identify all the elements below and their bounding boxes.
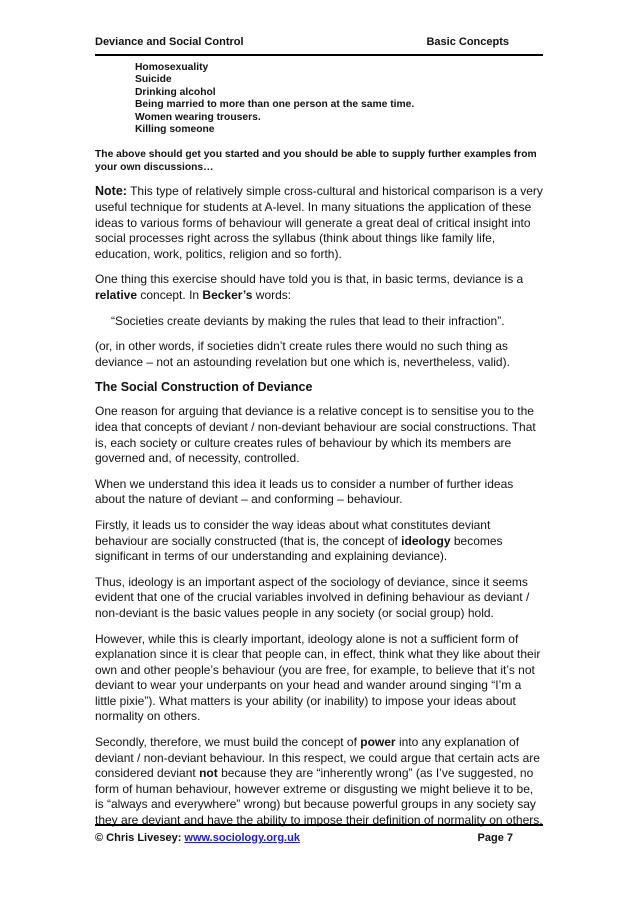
- bold-term: Becker’s: [202, 288, 253, 302]
- examples-list: [135, 62, 543, 136]
- text-run: into any explanation of deviant / non-deviant behaviour. In this respect, we could argue that certain acts are considered deviant: [95, 735, 540, 781]
- copyright-text: © Chris Livesey:: [95, 832, 185, 844]
- text-run: concept. In: [137, 288, 203, 302]
- becker-quote: “Societies create deviants by making the rules that lead to their infraction”.: [111, 313, 505, 328]
- note-paragraph: [95, 184, 543, 262]
- page-header: [95, 36, 543, 56]
- header-section: Basic Concepts: [426, 36, 509, 48]
- bold-term: power: [360, 735, 396, 750]
- section-heading: The Social Construction of Deviance: [95, 380, 313, 395]
- list-item: Women wearing trousers.: [135, 111, 261, 123]
- header-title: Deviance and Social Control: [95, 36, 244, 48]
- examples-summary: The above should get you started and you should be able to supply further examples from your own discussions…: [95, 149, 537, 174]
- however-paragraph: However, while this is clearly important, ideology alone is not a sufficient form of explanation since it is clear that people can, in effect, think what they like about their own and other people’s behaviour (you are free, for example, to believe that it’s not deviant to wear your underpants on your head and wander around singing “I’m a little pixie”). What matters is your ability (or inability) to impose your ideas about normality on others.: [95, 631, 541, 724]
- becker-paragraph: [95, 272, 543, 303]
- thus-paragraph: Thus, ideology is an important aspect of the sociology of deviance, since it seems evident that one of the crucial variables involved in defining behaviour as deviant / non-deviant is the basic values people in any society (or social group) hold.: [95, 574, 530, 620]
- page-number: Page 7: [477, 832, 513, 844]
- text-run: Secondly, therefore, we must build the concept of: [95, 735, 361, 750]
- secondly-paragraph: [95, 735, 543, 829]
- bold-term: ideology: [401, 533, 451, 548]
- text-run: becomes significant in terms of our understanding and explaining deviance).: [95, 533, 503, 564]
- reason-paragraph: One reason for arguing that deviance is a relative concept is to sensitise you to the idea that concepts of deviant / non-deviant behaviour are social constructions. That is, each society or culture creates rules of behaviour by which its members are governed and, of necessity, controlled.: [95, 404, 536, 466]
- text-run: One thing this exercise should have told you is that, in basic terms, deviance is a: [95, 272, 524, 287]
- text-run: because they are “inherently wrong” (as I’ve suggested, no form of human behaviour, however extreme or disgusting we might believe it to be, is “always and everywhere” wrong) but because powerful groups in any society say they are deviant and have the ability to impose their definition of normality on others.: [95, 766, 543, 828]
- website-link[interactable]: www.sociology.org.uk: [184, 832, 300, 844]
- list-item: Suicide: [135, 74, 172, 86]
- text-run: words:: [252, 288, 292, 302]
- page-content: [95, 62, 543, 839]
- understand-paragraph: When we understand this idea it leads us to consider a number of further ideas about the nature of deviant – and conforming – behaviour.: [95, 476, 514, 507]
- list-item: Killing someone: [135, 124, 215, 136]
- other-words-paragraph: (or, in other words, if societies didn’t create rules there would no such thing as deviance – not an astounding revelation but one which is, nevertheless, valid).: [95, 339, 510, 369]
- note-label: Note:: [95, 184, 127, 199]
- footer-copyright: [95, 832, 300, 844]
- bold-term: not: [199, 766, 218, 781]
- list-item: Drinking alcohol: [135, 86, 216, 98]
- list-item: Homosexuality: [135, 62, 209, 73]
- bold-term: relative: [95, 288, 138, 302]
- text-run: Firstly, it leads us to consider the way ideas about what constitutes deviant behaviour are socially constructed (that is, the concept of: [95, 517, 491, 548]
- note-text: This type of relatively simple cross-cultural and historical comparison is a very useful technique for students at A-level. In many situations the application of these ideas to various forms of behaviour will generate a great deal of critical insight into social processes right across the syllabus (think about things like family life, education, work, politics, religion and so forth).: [95, 184, 543, 261]
- firstly-paragraph: [95, 518, 543, 565]
- list-item: Being married to more than one person at the same time.: [135, 99, 415, 111]
- page-footer: [95, 824, 543, 844]
